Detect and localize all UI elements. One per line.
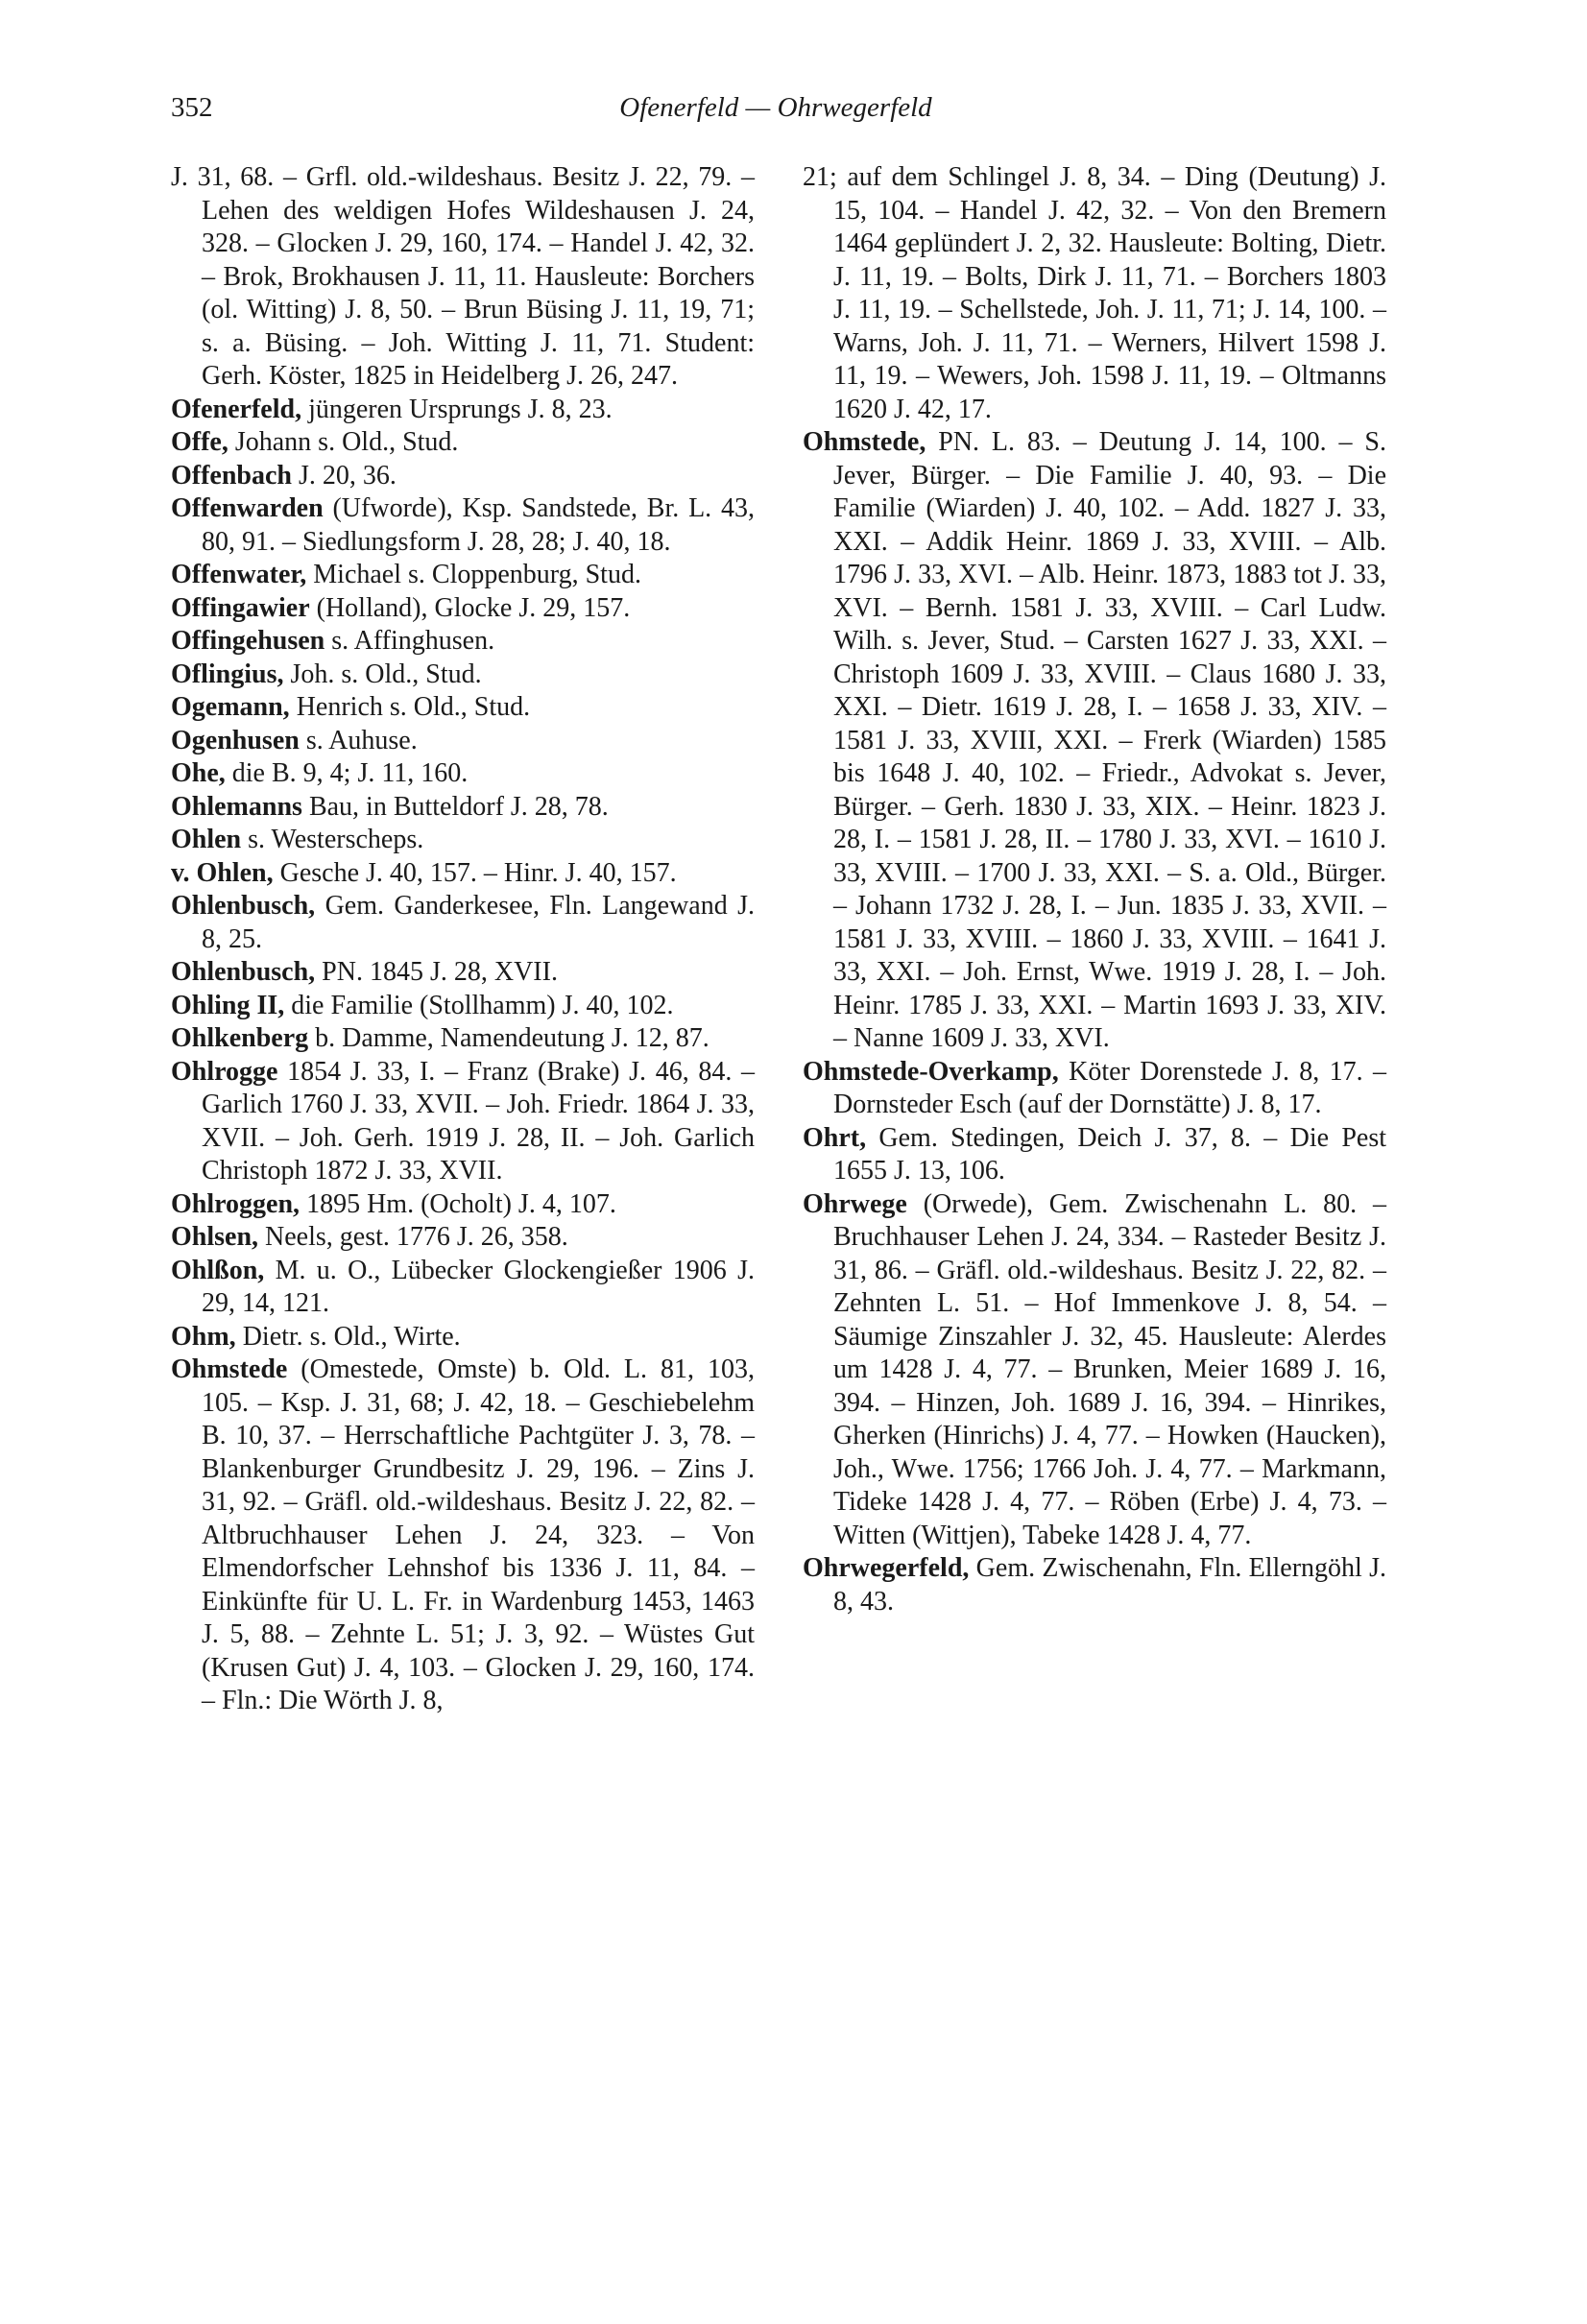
index-entry [803,1552,1386,1618]
index-entry [803,1122,1386,1188]
index-entry [171,1321,755,1354]
entry-headword: Ohlen [171,825,242,854]
entry-headword: Offenwarden [171,493,324,523]
left-column [171,161,755,1718]
entry-text: Henrich s. Old., Stud. [289,692,531,722]
entry-text: 21; auf dem Schlingel J. 8, 34. – Ding (Deutung) J. 15, 104. – Handel J. 42, 32. – Von den Bremern 1464 geplündert J. 2, 32. Hausleute: Bolting, Dietr. J. 11, 19. – Bolts, Dirk J. 11, 71. – Borchers 1803 J. 11, 19. – Schellstede, Joh. J. 11, 71; J. 14, 100. – Warns, Joh. J. 11, 71. – Werners, Hilvert 1598 J. 11, 19. – Wewers, Joh. 1598 J. 11, 19. – Oltmanns 1620 J. 42, 17. [803,162,1386,424]
index-entry [171,625,755,659]
entry-text: Gesche J. 40, 157. – Hinr. J. 40, 157. [273,857,677,888]
index-entry [171,1221,755,1255]
right-column [803,161,1386,1618]
entry-headword: Ohmstede-Overkamp, [803,1056,1059,1087]
entry-text: Johann s. Old., Stud. [228,427,459,457]
index-entry [171,890,755,956]
index-entry [171,161,755,394]
entry-text: 1895 Hm. (Ocholt) J. 4, 107. [300,1188,616,1219]
index-entry [803,1056,1386,1122]
index-entry [171,1255,755,1321]
page-header [171,92,1381,134]
entry-text: die Familie (Stollhamm) J. 40, 102. [284,990,674,1020]
entry-text: Bau, in Butteldorf J. 28, 78. [301,791,609,822]
entry-text: Gem. Zwischenahn, Fln. Ellerngöhl J. 8, 43. [833,1553,1386,1617]
entry-text: s. Westerscheps. [241,825,424,854]
index-entry [171,592,755,626]
entry-headword: Ohrt, [803,1122,867,1153]
entry-text: s. Auhuse. [299,725,418,755]
index-entry [803,1188,1386,1553]
entry-headword: Offenwater, [171,560,307,589]
entry-text: (Ufworde), Ksp. Sandstede, Br. L. 43, 80, 91. – Siedlungsform J. 28, 28; J. 40, 18. [202,493,755,557]
entry-headword: Ohrwege [803,1188,907,1219]
entry-text: b. Damme, Namendeutung J. 12, 87. [308,1023,709,1053]
entry-text: (Holland), Glocke J. 29, 157. [309,592,631,623]
index-entry [171,1022,755,1056]
entry-text: Dietr. s. Old., Wirte. [235,1321,461,1352]
index-entry [171,559,755,592]
entry-headword: Ohlenbusch, [171,957,316,987]
entry-text: s. Affinghusen. [325,626,495,656]
entry-headword: Ohlenbusch, [171,891,316,921]
entry-text: die B. 9, 4; J. 11, 160. [225,758,469,788]
index-entry [171,1354,755,1718]
entry-text: 1854 J. 33, I. – Franz (Brake) J. 46, 84. – Garlich 1760 J. 33, XVII. – Joh. Friedr. 1864 J. 33, XVII. – Joh. Gerh. 1919 J. 28, II. – Joh. Garlich Christoph 1872 J. 33, XVII. [202,1056,755,1186]
entry-text: Gem. Ganderkesee, Fln. Langewand J. 8, 25. [202,891,755,954]
entry-text: Michael s. Cloppenburg, Stud. [306,560,641,589]
entry-text: M. u. O., Lübecker Glockengießer 1906 J. 29, 14, 121. [202,1255,755,1318]
entry-text: Köter Dorenstede J. 8, 17. – Dornsteder Esch (auf der Dornstätte) J. 8, 17. [833,1056,1386,1119]
index-entry [171,956,755,990]
index-entry [171,824,755,857]
entry-headword: Ohlroggen, [171,1188,301,1219]
entry-headword: Offenbach [171,460,292,491]
entry-headword: Oflingius, [171,659,284,689]
entry-headword: Ohmstede, [803,427,926,457]
index-entry [171,791,755,825]
entry-headword: Ohlemanns [171,791,302,822]
entry-headword: Offe, [171,427,228,457]
index-entry [171,691,755,725]
page-number: 352 [171,92,213,123]
entry-headword: Ogenhusen [171,725,300,755]
entry-text: Neels, gest. 1776 J. 26, 358. [258,1222,568,1252]
index-entry [171,1188,755,1222]
index-entry [171,725,755,758]
entry-text: PN. 1845 J. 28, XVII. [315,957,558,987]
entry-text: J. 31, 68. – Grfl. old.-wildeshaus. Besitz J. 22, 79. – Lehen des weldigen Hofes Wildeshausen J. 24, 328. – Glocken J. 29, 160, 174. – Handel J. 42, 32. – Brok, Brokhausen J. 11, 11. Hausleute: Borchers (ol. Witting) J. 8, 50. – Brun Büsing J. 11, 19, 71; s. a. Büsing. – Joh. Witting J. 11, 71. Student: Gerh. Köster, 1825 in Heidelberg J. 26, 247. [171,162,755,391]
entry-text: Gem. Stedingen, Deich J. 37, 8. – Die Pest 1655 J. 13, 106. [833,1122,1386,1186]
entry-headword: Ohlßon, [171,1255,265,1285]
entry-text: (Orwede), Gem. Zwischenahn L. 80. – Bruchhauser Lehen J. 24, 334. – Rasteder Besitz J. 31, 86. – Gräfl. old.-wildeshaus. Besitz J. 22, 82. – Zehnten L. 51. – Hof Immenkove J. 8, 54. – Säumige Zinszahler J. 32, 45. Hausleute: Alerdes um 1428 J. 4, 77. – Brunken, Meier 1689 J. 16, 394. – Hinzen, Joh. 1689 J. 16, 394. – Hinrikes, Gherken (Hinrichs) J. 4, 77. – Howken (Haucken), Joh., Wwe. 1756; 1766 Joh. J. 4, 77. – Markmann, Tideke 1428 J. 4, 77. – Röben (Erbe) J. 4, 73. – Witten (Wittjen), Tabeke 1428 J. 4, 77. [833,1188,1386,1550]
index-entry [171,857,755,891]
entry-headword: Ohrwegerfeld, [803,1553,970,1583]
entry-headword: Ohmstede [171,1354,288,1384]
entry-headword: Offingawier [171,592,310,623]
entry-text: PN. L. 83. – Deutung J. 14, 100. – S. Jever, Bürger. – Die Familie J. 40, 93. – Die Familie (Wiarden) J. 40, 102. – Add. 1827 J. 33, XXI. – Addik Heinr. 1869 J. 33, XVIII. – Alb. 1796 J. 33, XVI. – Alb. Heinr. 1873, 1883 tot J. 33, XVI. – Bernh. 1581 J. 33, XVIII. – Carl Ludw. Wilh. s. Jever, Stud. – Carsten 1627 J. 33, XXI. – Christoph 1609 J. 33, XVIII. – Claus 1680 J. 33, XXI. – Dietr. 1619 J. 28, I. – 1658 J. 33, XIV. – 1581 J. 33, XVIII, XXI. – Frerk (Wiarden) 1585 bis 1648 J. 40, 102. – Friedr., Advokat s. Jever, Bürger. – Gerh. 1830 J. 33, XIX. – Heinr. 1823 J. 28, I. – 1581 J. 28, II. – 1780 J. 33, XVI. – 1610 J. 33, XVIII. – 1700 J. 33, XXI. – S. a. Old., Bürger. – Johann 1732 J. 28, I. – Jun. 1835 J. 33, XVII. – 1581 J. 33, XVIII. – 1860 J. 33, XVIII. – 1641 J. 33, XXI. – Joh. Ernst, Wwe. 1919 J. 28, I. – Joh. Heinr. 1785 J. 33, XXI. – Martin 1693 J. 33, XIV. – Nanne 1609 J. 33, XVI. [833,427,1386,1053]
index-entry [171,394,755,427]
index-entry [171,426,755,460]
index-entry [171,757,755,791]
index-entry [171,990,755,1023]
entry-headword: Ogemann, [171,692,290,722]
index-entry [803,161,1386,426]
running-title: Ofenerfeld — Ohrwegerfeld [619,92,932,123]
entry-headword: Ohm, [171,1321,236,1352]
index-entry [803,426,1386,1056]
entry-headword: Ohlrogge [171,1056,278,1087]
index-entry [171,492,755,559]
entry-text: J. 20, 36. [292,460,397,491]
entry-text: (Omestede, Omste) b. Old. L. 81, 103, 105. – Ksp. J. 31, 68; J. 42, 18. – Geschiebelehm B. 10, 37. – Herrschaftliche Pachtgüter J. 3, 78. – Blankenburger Grundbesitz J. 29, 196. – Zins J. 31, 92. – Gräfl. old.-wildeshaus. Besitz J. 22, 82. – Altbruchhauser Lehen J. 24, 323. – Von Elmendorfscher Lehnshof bis 1336 J. 11, 84. – Einkünfte für U. L. Fr. in Wardenburg 1453, 1463 J. 5, 88. – Zehnte L. 51; J. 3, 92. – Wüstes Gut (Krusen Gut) J. 4, 103. – Glocken J. 29, 160, 174. – Fln.: Die Wörth J. 8, [202,1354,755,1715]
entry-headword: Ohe, [171,758,226,788]
entry-headword: Ohlsen, [171,1222,259,1252]
entry-text: Joh. s. Old., Stud. [283,659,482,689]
entry-text: jüngeren Ursprungs J. 8, 23. [301,394,613,424]
index-entry [171,659,755,692]
entry-headword: Ohling II, [171,990,285,1020]
entry-headword: Ofenerfeld, [171,394,302,424]
index-entry [171,460,755,493]
entry-headword: Offingehusen [171,626,325,656]
entry-headword: v. Ohlen, [171,857,274,888]
entry-headword: Ohlkenberg [171,1023,309,1053]
index-entry [171,1056,755,1188]
